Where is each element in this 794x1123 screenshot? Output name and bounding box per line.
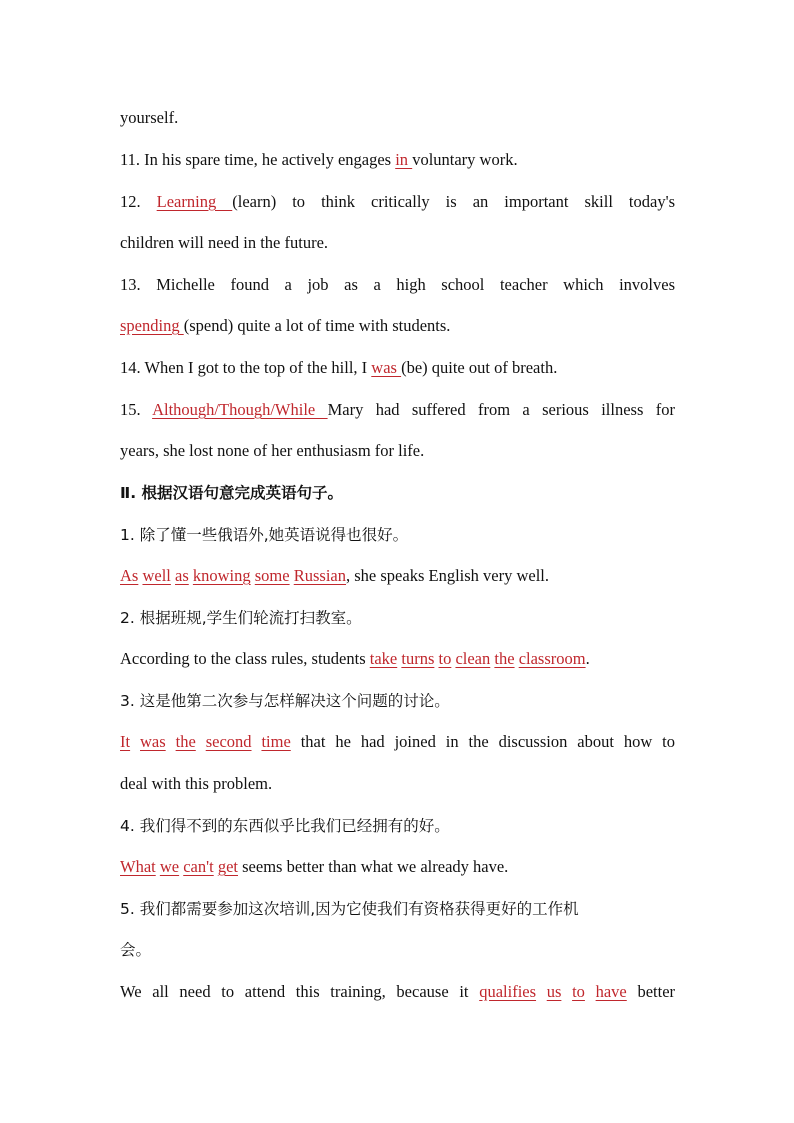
answer: turns [401, 649, 435, 668]
answer: have [595, 982, 627, 1001]
answer: to [438, 649, 452, 668]
question-text: Michelle found a job as a high school teacher which involves [156, 275, 676, 294]
answer: in [395, 150, 413, 169]
sentence-text: seems better than what we already have. [242, 857, 509, 876]
answer: the [494, 649, 515, 668]
answer: well [142, 566, 171, 585]
chinese-prompt: 这是他第二次参与怎样解决这个问题的讨论。 [139, 692, 450, 710]
question-15-cont [120, 441, 675, 461]
question-11 [120, 150, 675, 170]
item-4-prompt [120, 816, 675, 836]
answer: classroom [518, 649, 586, 668]
chinese-prompt: 除了懂一些俄语外,她英语说得也很好。 [139, 526, 409, 544]
answer: was [371, 358, 402, 377]
sentence-text: We all need to attend this training, because it [120, 982, 469, 1001]
answer: second [205, 732, 252, 751]
question-14 [120, 358, 675, 378]
item-number: 5. [120, 900, 135, 918]
question-text: Mary had suffered from a serious illness for [327, 400, 675, 419]
answer: As [120, 566, 139, 585]
question-text: (learn) to think critically is an important skill today's [232, 192, 675, 211]
item-3-answer-cont [120, 774, 675, 794]
answer: we [159, 857, 180, 876]
chinese-prompt: 我们得不到的东西似乎比我们已经拥有的好。 [139, 817, 450, 835]
answer: clean [455, 649, 491, 668]
answer: was [140, 732, 166, 751]
answer: What [120, 857, 156, 876]
question-text: children will need in the future. [120, 233, 329, 252]
answer: time [261, 732, 291, 751]
sentence-text: According to the class rules, students [120, 649, 366, 668]
item-2-prompt [120, 608, 675, 628]
item-3-answer-line [120, 732, 675, 752]
item-4-answer-line [120, 857, 675, 877]
question-12 [120, 192, 675, 212]
question-number: 11. [120, 150, 141, 169]
question-text: (be) quite out of breath. [401, 358, 558, 377]
answer: to [572, 982, 585, 1001]
item-3-prompt [120, 691, 675, 711]
sentence-text: that he had joined in the discussion about how to [300, 732, 676, 751]
question-12-cont [120, 233, 675, 253]
answer: spending [120, 316, 184, 335]
question-number: 15. [120, 400, 141, 419]
question-13 [120, 275, 675, 295]
question-text: (spend) quite a lot of time with students. [183, 316, 451, 335]
item-number: 2. [120, 609, 135, 627]
answer: can't [183, 857, 214, 876]
answer: the [175, 732, 196, 751]
question-text: In his spare time, he actively engages [144, 150, 392, 169]
sentence-text: deal with this problem. [120, 774, 273, 793]
answer: get [217, 857, 238, 876]
item-5-prompt [120, 899, 675, 919]
section-heading: Ⅱ. 根据汉语句意完成英语句子。 [120, 484, 343, 502]
question-15 [120, 400, 675, 420]
question-13-cont [120, 316, 675, 336]
chinese-prompt: 会。 [120, 941, 152, 959]
text-line [120, 108, 675, 128]
item-number: 1. [120, 526, 135, 544]
sentence-text: . [585, 649, 590, 668]
answer: Russian [293, 566, 346, 585]
answer: It [120, 732, 131, 751]
sentence-text: better [637, 982, 676, 1001]
chinese-prompt: 根据班规,学生们轮流打扫教室。 [139, 609, 362, 627]
item-number: 3. [120, 692, 135, 710]
item-1-answer-line [120, 566, 675, 586]
answer: as [175, 566, 189, 585]
answer: Learning [156, 192, 233, 211]
answer: take [369, 649, 398, 668]
sentence-text: , she speaks English very well. [346, 566, 550, 585]
item-5-prompt-cont [120, 940, 675, 960]
item-5-answer-line [120, 982, 675, 1002]
item-2-answer-line [120, 649, 675, 669]
answer: some [254, 566, 290, 585]
answer: us [546, 982, 562, 1001]
chinese-prompt: 我们都需要参加这次培训,因为它使我们有资格获得更好的工作机 [139, 900, 579, 918]
item-1-prompt [120, 525, 675, 545]
continued-text: yourself. [120, 108, 179, 127]
question-number: 13. [120, 275, 141, 294]
section-title [120, 483, 675, 503]
question-number: 12. [120, 192, 141, 211]
question-text: years, she lost none of her enthusiasm for life. [120, 441, 425, 460]
question-text: voluntary work. [412, 150, 518, 169]
question-text: When I got to the top of the hill, I [144, 358, 368, 377]
item-number: 4. [120, 817, 135, 835]
question-number: 14. [120, 358, 141, 377]
answer: knowing [192, 566, 251, 585]
answer: Although/Though/While [152, 400, 328, 419]
answer: qualifies [479, 982, 537, 1001]
